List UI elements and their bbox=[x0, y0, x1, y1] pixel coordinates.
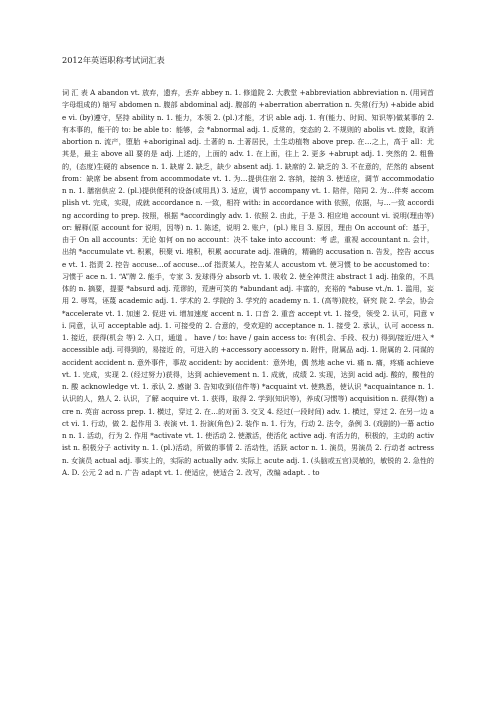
document-title: 2012年英语职称考试词汇表 bbox=[62, 55, 165, 65]
vocabulary-body-text: 词 汇 表 A abandon vt. 放弃，遗弃，丢弃 abbey n. 1. 修道院 2. 大教堂 +abbreviation abbreviation n. (用词首字母组成的) 缩写 abdomen n. 腹部 abdominal adj. 腹部的 +aberration aberration n. 失常(行为) +abide abide vi. (by)遵守，坚持 ability n. 1. 能力，本领 2. (pl.)才能，才识 able adj. 1. 有(能力、时间、知识等)做某事的 2. 有本事的，能干的 to: be able to：能够，会 *abnormal adj. 1. 反常的，变态的 2. 不规则的 abolis vt. 废除，取消 abortion n. 流产，堕胎 +aboriginal adj. 土著的 n. 土著居民，土生动植物 above prep. 在…之上，高于 all：尤其是，最主 above all 要的是 adj. 上述的，上面的 adv. 1. 在上面，往上 2. 更多 +abrupt adj. 1. 突然的 2. 粗鲁的，(态度)生硬的 absence n. 1. 缺席 2. 缺乏，缺少 absent adj. 1. 缺席的 2. 缺乏的 3. 不在意的，茫然的 absent from：缺席 be absent from accommodate vt. 1. 为…提供住宿 2. 容纳，接纳 3. 使适应，调节 accommodation n. 1. 膳宿供应 2. (pl.)提供便利的设备(或用具) 3. 适应，调节 accompany vt. 1. 陪伴，陪同 2. 为…伴奏 accomplish vt. 完成，实现，成就 accordance n. 一致，相符 with: in accordance with 依照，依据，与…一致 according according to prep. 按照，根据 *accordingly adv. 1. 依照 2. 由此，于是 3. 相应地 account vi. 说明(理由等) or: 解释(原 account for 说明，因等) n. 1. 陈述，说明 2. 账户，(pl.) 账目 3. 原因，理由 On account of：基于，由于 On all accounts：无论 如何 on no account：决不 take into account：考 虑，重视 accountant n. 会计，出纳 *accumulate vt. 积累，积聚 vi. 堆积，积累 accurate adj. 准确的，精确的 accusation n. 告发，控告 accuse vt. 1. 指责 2. 控告 accuse…of accuse…of 指责某人，控告某人 accustom vt. 使习惯 to be accustomed to：习惯于 ace n. 1. “A”牌 2. 能手，专家 3. 发球得分 absorb vt. 1. 吸收 2. 使全神贯注 abstract 1 adj. 抽象的，不具体的 n. 摘要，提要 *absurd adj. 荒谬的，荒唐可笑的 *abundant adj. 丰富的，充裕的 *abuse vt./n. 1. 滥用，妄用 2. 辱骂，诬蔑 academic adj. 1. 学术的 2. 学院的 3. 学究的 academy n. 1. (高等)院校，研究 院 2. 学会，协会 *accelerate vt. 1. 加速 2. 促进 vi. 增加速度 accent n. 1. 口音 2. 重音 accept vt. 1. 接受，领受 2. 认可，同意 vi. 同意，认可 acceptable adj. 1. 可接受的 2. 合意的，受欢迎的 acceptance n. 1. 接受 2. 承认，认可 access n. 1. 接近，获得(机会 等) 2. 入口，通道 。 have / to: have / gain access to: 有(机会、手段、权力) 得到/接近/进入 *accessible adj. 可得到的，易接近 的，可进入的 +accessory accessory n. 附件，附属品 adj. 1. 附属的 2. 同谋的 accident accident n. 意外事件，事故 accident: by accident：意外地，偶 然地 ache vi. 痛 n. 痛，疼痛 achieve vt. 1. 完成，实现 2. (经过努力)获得，达到 achievement n. 1. 成就，成绩 2. 实现，达到 acid adj. 酸的，酸性的 n. 酸 acknowledge vt. 1. 承认 2. 感谢 3. 告知收到(信件等) *acquaint vt. 使熟悉，使认识 *acquaintance n. 1. 认识的人，熟人 2. 认识，了解 acquire vt. 1. 获得，取得 2. 学到(知识等)，养成(习惯等) acquisition n. 获得(物) acre n. 英亩 across prep. 1. 横过，穿过 2. 在…的对面 3. 交叉 4. 经过(一段时间) adv. 1. 横过，穿过 2. 在另一边 act vi. 1. 行动，做 2. 起作用 3. 表演 vt. 1. 扮演(角色) 2. 装作 n. 1. 行为，行动 2. 法令，条例 3. (戏剧的)一幕 action n. 1. 活动，行为 2. 作用 *activate vt. 1. 使活动 2. 使激活，使活化 active adj. 有活力的，积极的，主动的 activist n. 积极分子 activity n. 1. (pl.)活动，所做的事情 2. 活动性，活跃 actor n. 1. 演员，男演员 2. 行动者 actress n. 女演员 actual adj. 事实上的，实际的 actually adv. 实际上 acute adj. 1. (头脑或五官)灵敏的，敏锐的 2. 急性的 A. D. 公元 2 ad n. 广告 adapt vt. 1. 使适应，使适合 2. 改写，改编 adapt. . to bbox=[62, 88, 434, 477]
